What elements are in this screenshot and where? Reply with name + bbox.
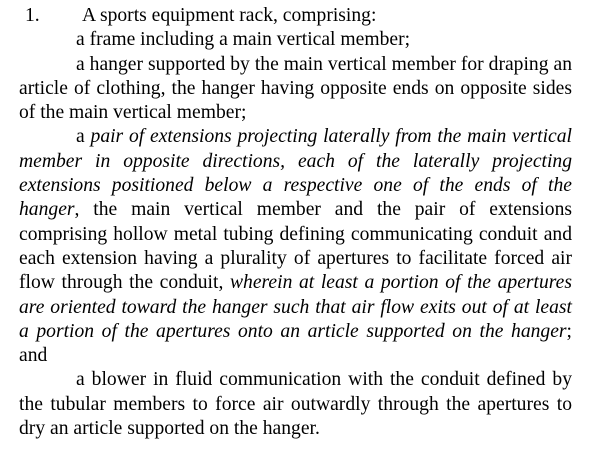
claim-header: [19, 4, 572, 28]
extensions-italic-1: pair of extensions projecting laterally from the main vertical member in opposite directions, each of the laterally projecting extensions positioned below a respective one of the ends of the hanger: [19, 126, 572, 221]
claim-number: 1.: [25, 5, 40, 26]
element-frame: a frame including a main vertical member;: [76, 29, 411, 51]
extensions-italic-2: wherein at least a portion of the apertures are oriented toward the hanger such that air flow exits out of at least a portion of the apertures onto an article supported on the hanger: [19, 272, 573, 342]
extensions-plain-2: ; and: [19, 320, 572, 367]
element-extensions: [19, 125, 572, 368]
extensions-lead: a: [76, 126, 91, 148]
extensions-plain-1: , the main vertical member and the pair of extensions comprising hollow metal tubing defining communicating conduit and each extension having a plurality of apertures to facilitate forced air flow through the conduit,: [19, 199, 572, 294]
element-hanger: a hanger supported by the main vertical member for draping an article of clothing, the hanger having opposite ends on opposite sides of the main vertical member;: [19, 53, 572, 124]
claim-preamble: A sports equipment rack, comprising:: [82, 5, 377, 26]
element-blower: a blower in fluid communication with the conduit defined by the tubular members to force air outwardly through the apertures to dry an article supported on the hanger.: [19, 369, 572, 440]
